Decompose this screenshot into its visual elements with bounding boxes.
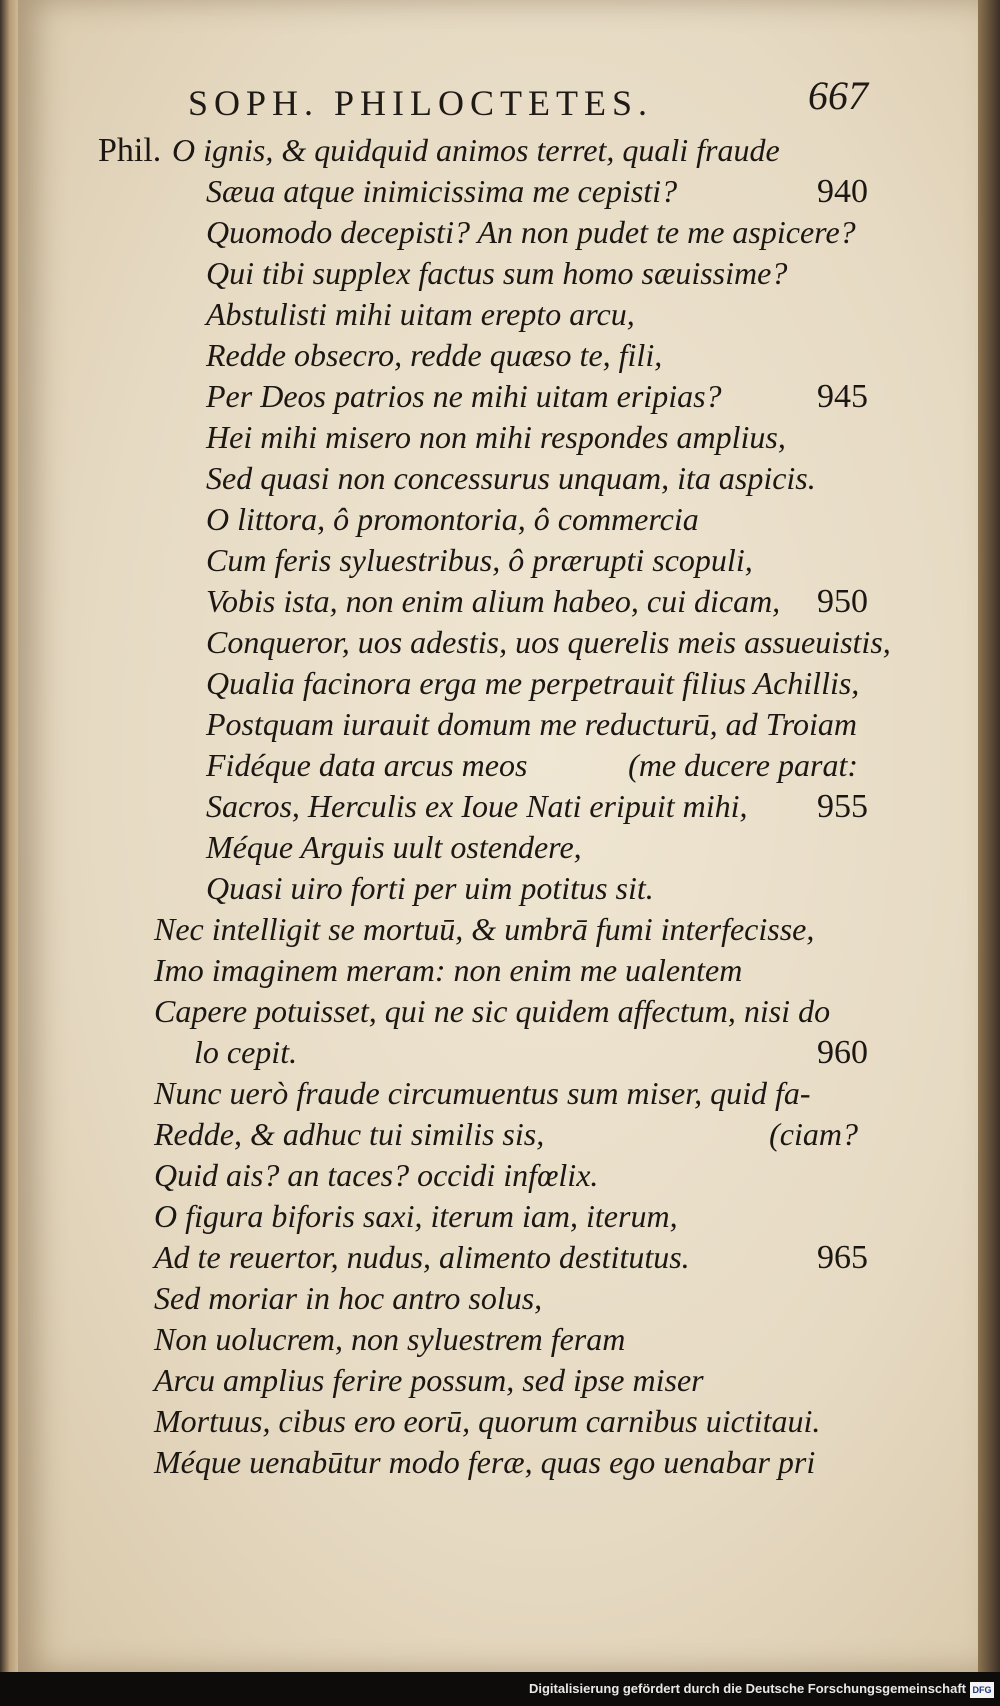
verse-line-text: Abstulisti mihi uitam erepto arcu, xyxy=(206,296,635,332)
verse-line xyxy=(98,1401,858,1442)
verse-line-text: Sed quasi non concessurus unquam, ita aspicis. xyxy=(206,460,816,496)
verse-line xyxy=(98,786,868,827)
verse-line xyxy=(98,1032,868,1073)
line-number: 940 xyxy=(817,173,868,210)
page-edge xyxy=(978,0,1000,1680)
verse-line xyxy=(98,212,858,253)
verse-line-text: Imo imaginem meram: non enim me ualentem xyxy=(154,952,743,988)
footer-bar xyxy=(0,1672,1000,1706)
verse-line-text: Mortuus, cibus ero eorū, quorum carnibus uictitaui. xyxy=(154,1403,821,1439)
verse-line-text: Fidéque data arcus meos xyxy=(206,747,528,783)
verse-line-text: Non uolucrem, non syluestrem feram xyxy=(154,1321,626,1357)
running-head: SOPH. PHILOCTETES. xyxy=(188,83,654,123)
verse-line xyxy=(98,294,858,335)
verse-line xyxy=(98,376,868,417)
line-number: 960 xyxy=(817,1034,868,1071)
verse-line-text: Quomodo decepisti? An non pudet te me aspicere? xyxy=(206,214,856,250)
verse-line xyxy=(98,499,858,540)
line-number: 965 xyxy=(817,1239,868,1276)
verse-line-text: Quid ais? an taces? occidi infœlix. xyxy=(154,1157,599,1193)
verse-line xyxy=(98,1237,868,1278)
verse-line xyxy=(98,417,858,458)
verse-text xyxy=(98,130,891,1483)
verse-line xyxy=(98,745,858,786)
verse-line xyxy=(98,1073,858,1114)
verse-line-text: Méque Arguis uult ostendere, xyxy=(206,829,582,865)
verse-line-text: Sed moriar in hoc antro solus, xyxy=(154,1280,543,1316)
verse-line xyxy=(98,1114,858,1155)
verse-line-text: Postquam iurauit domum me reducturū, ad Troiam xyxy=(206,706,857,742)
speaker-label: Phil. xyxy=(98,132,162,169)
verse-line xyxy=(98,1360,858,1401)
verse-line-text: Méque uenabūtur modo feræ, quas ego uenabar pri xyxy=(154,1444,816,1480)
page-number: 667 xyxy=(808,73,868,118)
verse-line-text: Nec intelligit se mortuū, & umbrā fumi interfecisse, xyxy=(154,911,815,947)
verse-line-text: Per Deos patrios ne mihi uitam eripias? xyxy=(206,378,722,414)
verse-line-text: O ignis, & quidquid animos terret, quali fraude xyxy=(172,132,780,168)
verse-line xyxy=(98,950,858,991)
line-number: 945 xyxy=(817,378,868,415)
verse-line xyxy=(98,1442,858,1483)
verse-line xyxy=(98,458,858,499)
funding-credit: Digitalisierung gefördert durch die Deutsche Forschungsgemeinschaft xyxy=(528,1681,966,1696)
verse-line-text: Arcu amplius ferire possum, sed ipse miser xyxy=(154,1362,704,1398)
verse-line-text: Nunc uerò fraude circumuentus sum miser, quid fa- xyxy=(154,1075,811,1111)
verse-line-text: Ad te reuertor, nudus, alimento destitutus. xyxy=(154,1239,690,1275)
verse-line xyxy=(98,991,858,1032)
verse-line-text: Sacros, Herculis ex Ioue Nati eripuit mihi, xyxy=(206,788,748,824)
verse-line xyxy=(98,581,868,622)
verse-line-text: Capere potuisset, qui ne sic quidem affectum, nisi do xyxy=(154,993,831,1029)
book-page xyxy=(18,0,984,1672)
verse-line-text: Redde obsecro, redde quæso te, fili, xyxy=(206,337,663,373)
turnover-text: (me ducere parat: xyxy=(628,747,858,783)
verse-line xyxy=(98,909,858,950)
verse-line xyxy=(98,868,858,909)
verse-line-text: Qui tibi supplex factus sum homo sæuissime? xyxy=(206,255,788,291)
verse-line-text: Hei mihi misero non mihi respondes amplius, xyxy=(206,419,786,455)
verse-line xyxy=(98,704,858,745)
verse-line xyxy=(98,1278,858,1319)
verse-line-text: Redde, & adhuc tui similis sis, xyxy=(154,1116,545,1152)
verse-line xyxy=(98,827,858,868)
verse-line-text: Cum feris syluestribus, ô prærupti scopuli, xyxy=(206,542,753,578)
verse-line xyxy=(98,622,891,663)
verse-line xyxy=(98,130,858,171)
turnover-text: (ciam? xyxy=(769,1116,858,1152)
verse-line-text: O littora, ô promontoria, ô commercia xyxy=(206,501,699,537)
verse-line xyxy=(98,253,858,294)
line-number: 950 xyxy=(817,583,868,620)
verse-line-text: Vobis ista, non enim alium habeo, cui dicam, xyxy=(206,583,781,619)
verse-line-text: O figura biforis saxi, iterum iam, iterum, xyxy=(154,1198,678,1234)
verse-line xyxy=(98,663,858,704)
verse-line xyxy=(98,1196,858,1237)
verse-line-text: Sæua atque inimicissima me cepisti? xyxy=(206,173,678,209)
line-number: 955 xyxy=(817,788,868,825)
verse-line-text: lo cepit. xyxy=(194,1034,298,1070)
verse-line xyxy=(98,171,868,212)
verse-line-text: Conqueror, uos adestis, uos querelis meis assueuistis, xyxy=(206,624,891,660)
verse-line xyxy=(98,540,858,581)
verse-line xyxy=(98,335,858,376)
verse-line xyxy=(98,1319,858,1360)
verse-line-text: Quasi uiro forti per uim potitus sit. xyxy=(206,870,654,906)
dfg-logo-icon: DFG xyxy=(970,1682,994,1698)
page-header xyxy=(168,72,868,128)
verse-line xyxy=(98,1155,858,1196)
verse-line-text: Qualia facinora erga me perpetrauit filius Achillis, xyxy=(206,665,860,701)
